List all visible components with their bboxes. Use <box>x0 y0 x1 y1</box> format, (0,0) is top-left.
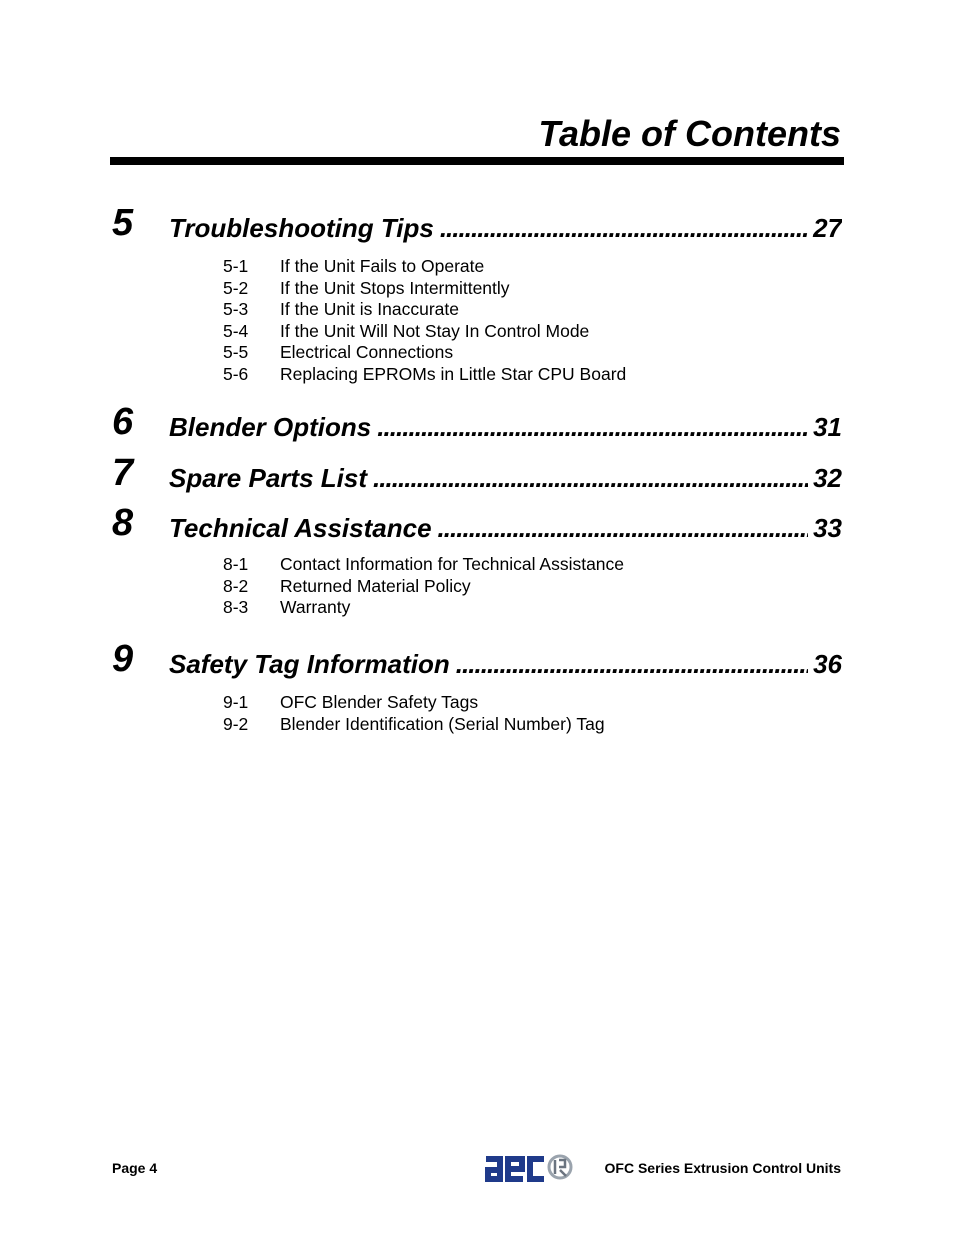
toc-section[interactable] <box>223 299 626 321</box>
toc-entry-safety-tag-information[interactable] <box>169 647 842 681</box>
chapter-number: 9 <box>112 638 134 680</box>
footer-page-label: Page 4 <box>112 1160 158 1176</box>
toc-section[interactable] <box>223 692 605 714</box>
section-title: Electrical Connections <box>280 342 454 363</box>
dot-leader <box>377 410 808 444</box>
title-rule <box>110 157 844 165</box>
section-number: 8-3 <box>223 597 249 618</box>
chapter-title: Safety Tag Information <box>169 649 450 679</box>
section-number: 8-1 <box>223 554 249 574</box>
toc-section[interactable] <box>223 576 624 598</box>
dot-leader <box>373 461 808 495</box>
section-number: 8-2 <box>223 575 249 596</box>
section-title: Replacing EPROMs in Little Star CPU Board <box>280 363 627 384</box>
section-number: 5-5 <box>223 342 249 363</box>
toc-entry-blender-options[interactable] <box>169 410 842 444</box>
toc-section[interactable] <box>223 554 624 576</box>
chapter-page-number: 27 <box>813 213 842 243</box>
footer-document-title: OFC Series Extrusion Control Units <box>604 1160 841 1176</box>
chapter-title: Blender Options <box>169 412 372 442</box>
toc-section[interactable] <box>223 256 626 278</box>
chapter-page-number: 33 <box>813 513 842 543</box>
dot-leader <box>456 647 808 681</box>
toc-entry-troubleshooting-tips[interactable] <box>169 211 842 245</box>
chapter-number: 7 <box>112 452 134 494</box>
chapter-number: 8 <box>112 502 134 544</box>
toc-section[interactable] <box>223 278 626 300</box>
section-list <box>223 692 605 735</box>
section-number: 9-1 <box>223 692 249 712</box>
chapter-page-number: 36 <box>813 649 842 679</box>
chapter-number: 5 <box>112 202 134 244</box>
section-title: Blender Identification (Serial Number) Tag <box>280 713 605 734</box>
dot-leader <box>440 211 808 245</box>
chapter-title: Spare Parts List <box>169 463 367 493</box>
section-number: 5-4 <box>223 320 249 341</box>
chapter-page-number: 31 <box>813 412 842 442</box>
toc-section[interactable] <box>223 597 624 619</box>
section-title: Contact Information for Technical Assistance <box>280 554 625 574</box>
section-number: 5-6 <box>223 363 249 384</box>
dot-leader <box>438 511 809 545</box>
section-list <box>223 554 624 619</box>
toc-section[interactable] <box>223 342 626 364</box>
toc-section[interactable] <box>223 321 626 343</box>
aec-logo-icon <box>481 1150 573 1184</box>
section-number: 5-1 <box>223 256 249 276</box>
section-title: OFC Blender Safety Tags <box>280 692 479 712</box>
section-title: Warranty <box>280 597 351 618</box>
section-title: If the Unit Stops Intermittently <box>280 277 510 298</box>
section-number: 5-2 <box>223 277 249 298</box>
section-title: If the Unit Will Not Stay In Control Mode <box>280 320 590 341</box>
chapter-page-number: 32 <box>813 463 842 493</box>
section-title: Returned Material Policy <box>280 575 471 596</box>
toc-entry-technical-assistance[interactable] <box>169 511 842 545</box>
toc-section[interactable] <box>223 714 605 736</box>
chapter-number: 6 <box>112 401 134 443</box>
chapter-title: Troubleshooting Tips <box>169 213 434 243</box>
section-number: 5-3 <box>223 299 249 320</box>
toc-entry-spare-parts-list[interactable] <box>169 461 842 495</box>
section-number: 9-2 <box>223 713 249 734</box>
section-title: If the Unit is Inaccurate <box>280 299 459 320</box>
page-title: Table of Contents <box>538 113 841 154</box>
chapter-title: Technical Assistance <box>169 513 432 543</box>
section-title: If the Unit Fails to Operate <box>280 256 485 276</box>
toc-section[interactable] <box>223 364 626 386</box>
section-list <box>223 256 626 386</box>
